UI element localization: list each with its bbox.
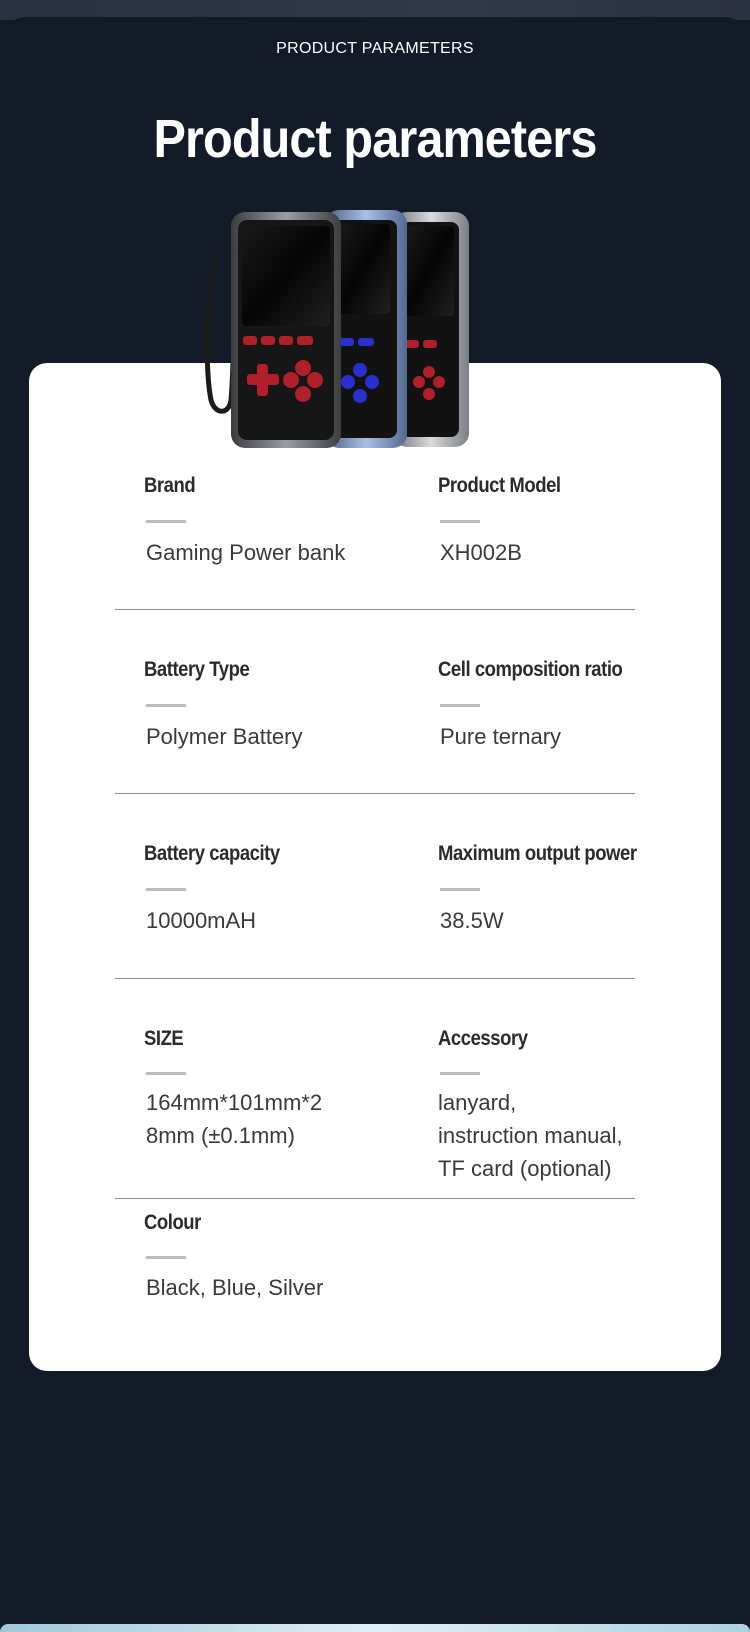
accessory-value-line1: lanyard, bbox=[438, 1090, 517, 1115]
row-divider bbox=[115, 1198, 635, 1199]
section-eyebrow: PRODUCT PARAMETERS bbox=[276, 40, 474, 57]
black-console bbox=[207, 212, 341, 448]
battery-type-dash bbox=[146, 704, 186, 707]
cell-ratio-label: Cell composition ratio bbox=[438, 658, 623, 681]
model-label: Product Model bbox=[438, 474, 561, 497]
max-output-value: 38.5W bbox=[440, 908, 504, 933]
size-dash bbox=[146, 1072, 186, 1075]
page-title: Product parameters bbox=[153, 109, 597, 169]
accessory-value-line3: TF card (optional) bbox=[438, 1156, 612, 1181]
size-value-line2: 8mm (±0.1mm) bbox=[146, 1123, 295, 1148]
model-dash bbox=[440, 520, 480, 523]
model-value: XH002B bbox=[440, 540, 522, 565]
battery-type-value: Polymer Battery bbox=[146, 724, 303, 749]
size-value-line1: 164mm*101mm*2 bbox=[146, 1090, 323, 1115]
colour-label: Colour bbox=[144, 1211, 201, 1234]
accessory-value-line2: instruction manual, bbox=[438, 1123, 623, 1148]
capacity-value: 10000mAH bbox=[146, 908, 257, 933]
accessory-dash bbox=[440, 1072, 480, 1075]
max-output-dash bbox=[440, 888, 480, 891]
product-image bbox=[205, 210, 505, 470]
capacity-label: Battery capacity bbox=[144, 842, 280, 865]
row-divider bbox=[115, 978, 635, 979]
size-label: SIZE bbox=[144, 1027, 184, 1050]
colour-dash bbox=[146, 1256, 186, 1259]
colour-value: Black, Blue, Silver bbox=[146, 1275, 324, 1300]
max-output-label: Maximum output power bbox=[438, 842, 637, 865]
battery-type-label: Battery Type bbox=[144, 658, 250, 681]
capacity-dash bbox=[146, 888, 186, 891]
row-divider bbox=[115, 609, 635, 610]
brand-value: Gaming Power bank bbox=[146, 540, 346, 565]
row-divider bbox=[115, 793, 635, 794]
accessory-label: Accessory bbox=[438, 1027, 528, 1050]
cell-ratio-value: Pure ternary bbox=[440, 724, 562, 749]
cell-ratio-dash bbox=[440, 704, 480, 707]
spec-card bbox=[29, 363, 721, 1371]
brand-dash bbox=[146, 520, 186, 523]
brand-label: Brand bbox=[144, 474, 196, 497]
bottom-glow bbox=[0, 1624, 750, 1632]
